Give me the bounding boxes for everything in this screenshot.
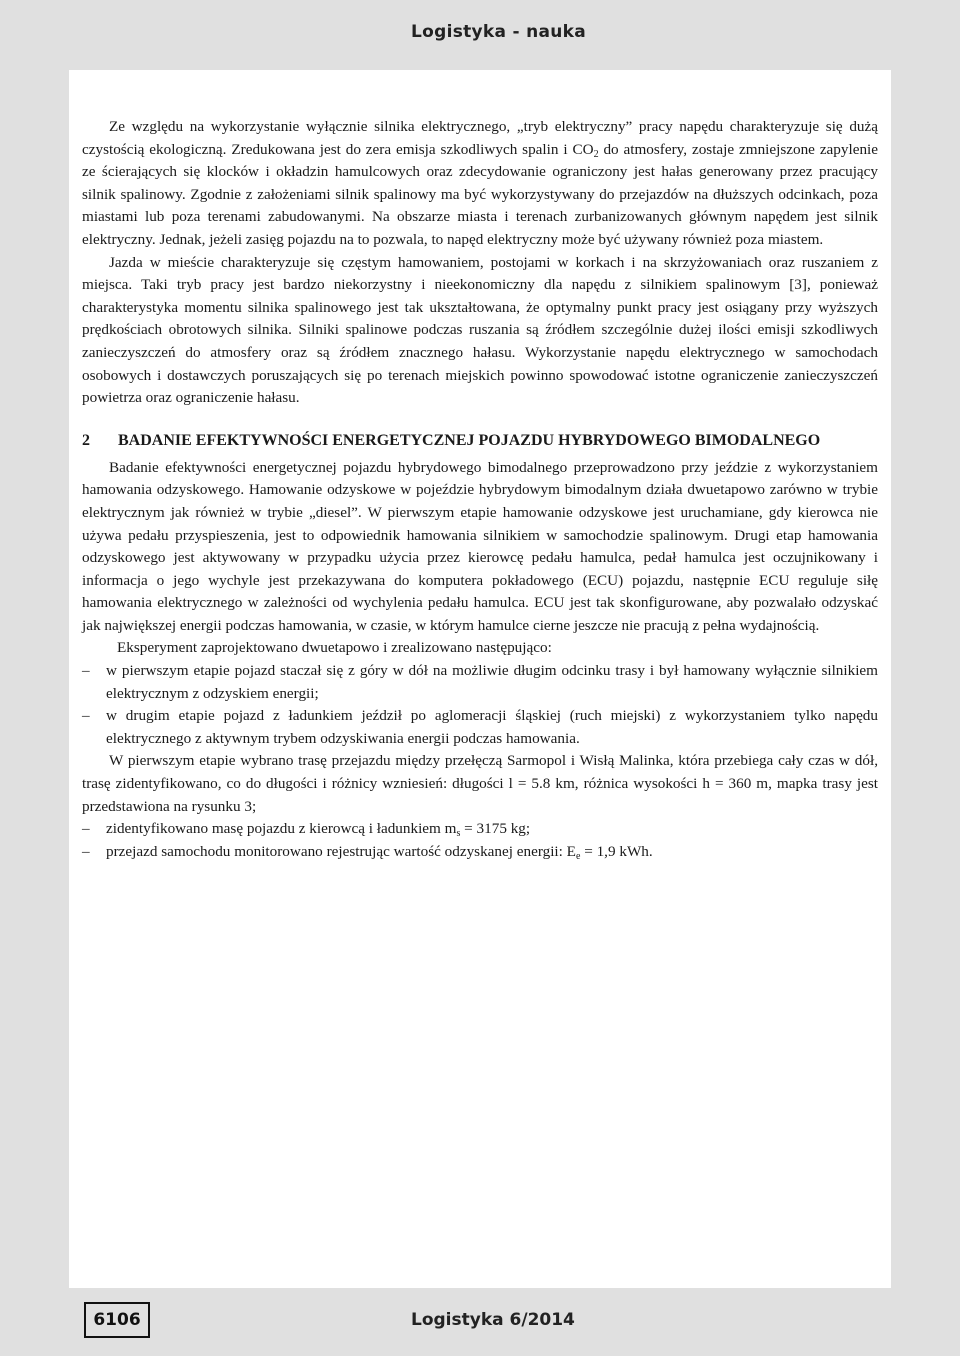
measurement-list <box>82 818 878 863</box>
article-body <box>82 116 878 863</box>
section-title: BADANIE EFEKTYWNOŚCI ENERGETYCZNEJ POJAZDU HYBRYDOWEGO BIMODALNEGO <box>118 431 821 449</box>
experiment-list <box>82 660 878 750</box>
list-item: – w pierwszym etapie pojazd staczał się z góry w dół na możliwie długim odcinku trasy i był hamowany wyłącznie silnikiem elektrycznym z odzyskiem energii; <box>82 660 878 705</box>
list-item: – przejazd samochodu monitorowano rejestrując wartość odzyskanej energii: $E_e = 1,9$ kWh. <box>82 841 878 864</box>
page-number-box: 6106 <box>84 1302 150 1338</box>
paragraph-5: W pierwszym etapie wybrano trasę przejazdu między przełęczą Sarmopol i Wisłą Malinka, która przebiega cały czas w dół, trasę zidentyfikowano, co do długości i różnicy wzniesień: długości l = 5.8 km, różnica wysokości h = 360 m, mapka trasy jest przedstawiona na rysunku 3; <box>82 752 878 815</box>
journal-issue: Logistyka 6/2014 <box>411 1310 575 1330</box>
running-header: Logistyka - nauka <box>411 22 587 42</box>
paragraph-2: Jazda w mieście charakteryzuje się częstym hamowaniem, postojami w korkach i na skrzyżowaniach oraz ruszaniem z miejsca. Taki tryb pracy jest bardzo niekorzystny i nieekonomiczny dla napędu z silnikiem spalinowym [3], ponieważ charakterystyka momentu silnika spalinowego jest tak ukształtowana, że optymalny punkt pracy jest osiągany przy wyższych prędkościach obrotowych silnika. Silniki spalinowe podczas ruszania są źródłem szczególnie dużej ilości emisji szkodliwych zanieczyszczeń do atmosfery oraz są źródłem znacznego hałasu. Wykorzystanie napędu elektrycznego w samochodach osobowych i dostawczych poruszających się po terenach miejskich powinno spowodować istotne ograniczenie zanieczyszczeń powietrza oraz ograniczenie hałasu. <box>82 253 878 407</box>
paragraph-1: Ze względu na wykorzystanie wyłącznie silnika elektrycznego, „tryb elektryczny” pracy napędu charakteryzuje się dużą czystością ekologiczną. Zredukowana jest do zera emisja szkodliwych spalin i $CO_2$ do atmosfery, zostaje zmniejszone zapylenie ze ścierających się klocków i okładzin hamulcowych oraz zdecydowanie ograniczony jest hałas generowany przez pracujący silnik spalinowy. Zgodnie z założeniami silnik spalinowy ma być wykorzystywany do przejazdów na dłuższych odcinkach, poza miastami lub poza terenami zabudowanymi. Na obszarze miasta i terenach zurbanizowanych głównym napędem jest silnik elektryczny. Jednak, jeżeli zasięg pojazdu na to pozwala, to napęd elektryczny może być używany również poza miastem. <box>82 118 879 248</box>
paragraph-4: Eksperyment zaprojektowano dwuetapowo i zrealizowano następująco: <box>117 639 552 657</box>
section-heading <box>82 430 878 452</box>
paragraph-3: Badanie efektywności energetycznej pojazdu hybrydowego bimodalnego przeprowadzono przy jeździe z wykorzystaniem hamowania odzyskowego. Hamowanie odzyskowe w pojeździe hybrydowym bimodalnym działa dwuetapowo zarówno w trybie elektrycznym jak również w trybie „diesel”. W pierwszym etapie hamowanie odzyskowe jest uruchamiane, gdy kierowca nie używa pedału przyspieszenia, jest to odpowiednik hamowania silnikiem w samochodzie spalinowym. Drugi etap hamowania odzyskowego jest aktywowany w przypadku użycia przez kierowcę pedału hamulca, pedał hamulca jest oczujnikowany i informacja o jego wychyle jest przekazywana do komputera pokładowego (ECU) pojazdu, następnie ECU reguluje siłę hamowania elektrycznego w zależności od wychylenia pedału hamulca. ECU jest tak skonfigurowane, aby pozwalało odzyskać jak największej energii podczas hamowania, w czasie, w którym hamulce cierne jeszcze nie pracują z pełna wydajnością. <box>82 458 878 634</box>
list-item: – zidentyfikowano masę pojazdu z kierowcą i ładunkiem $m_s = 3175$ kg; <box>82 818 878 841</box>
section-number: 2 <box>82 431 90 449</box>
list-item: – w drugim etapie pojazd z ładunkiem jeździł po aglomeracji śląskiej (ruch miejski) z wykorzystaniem tylko napędu elektrycznego z aktywnym trybem odzyskiwania energii podczas hamowania. <box>82 705 878 750</box>
